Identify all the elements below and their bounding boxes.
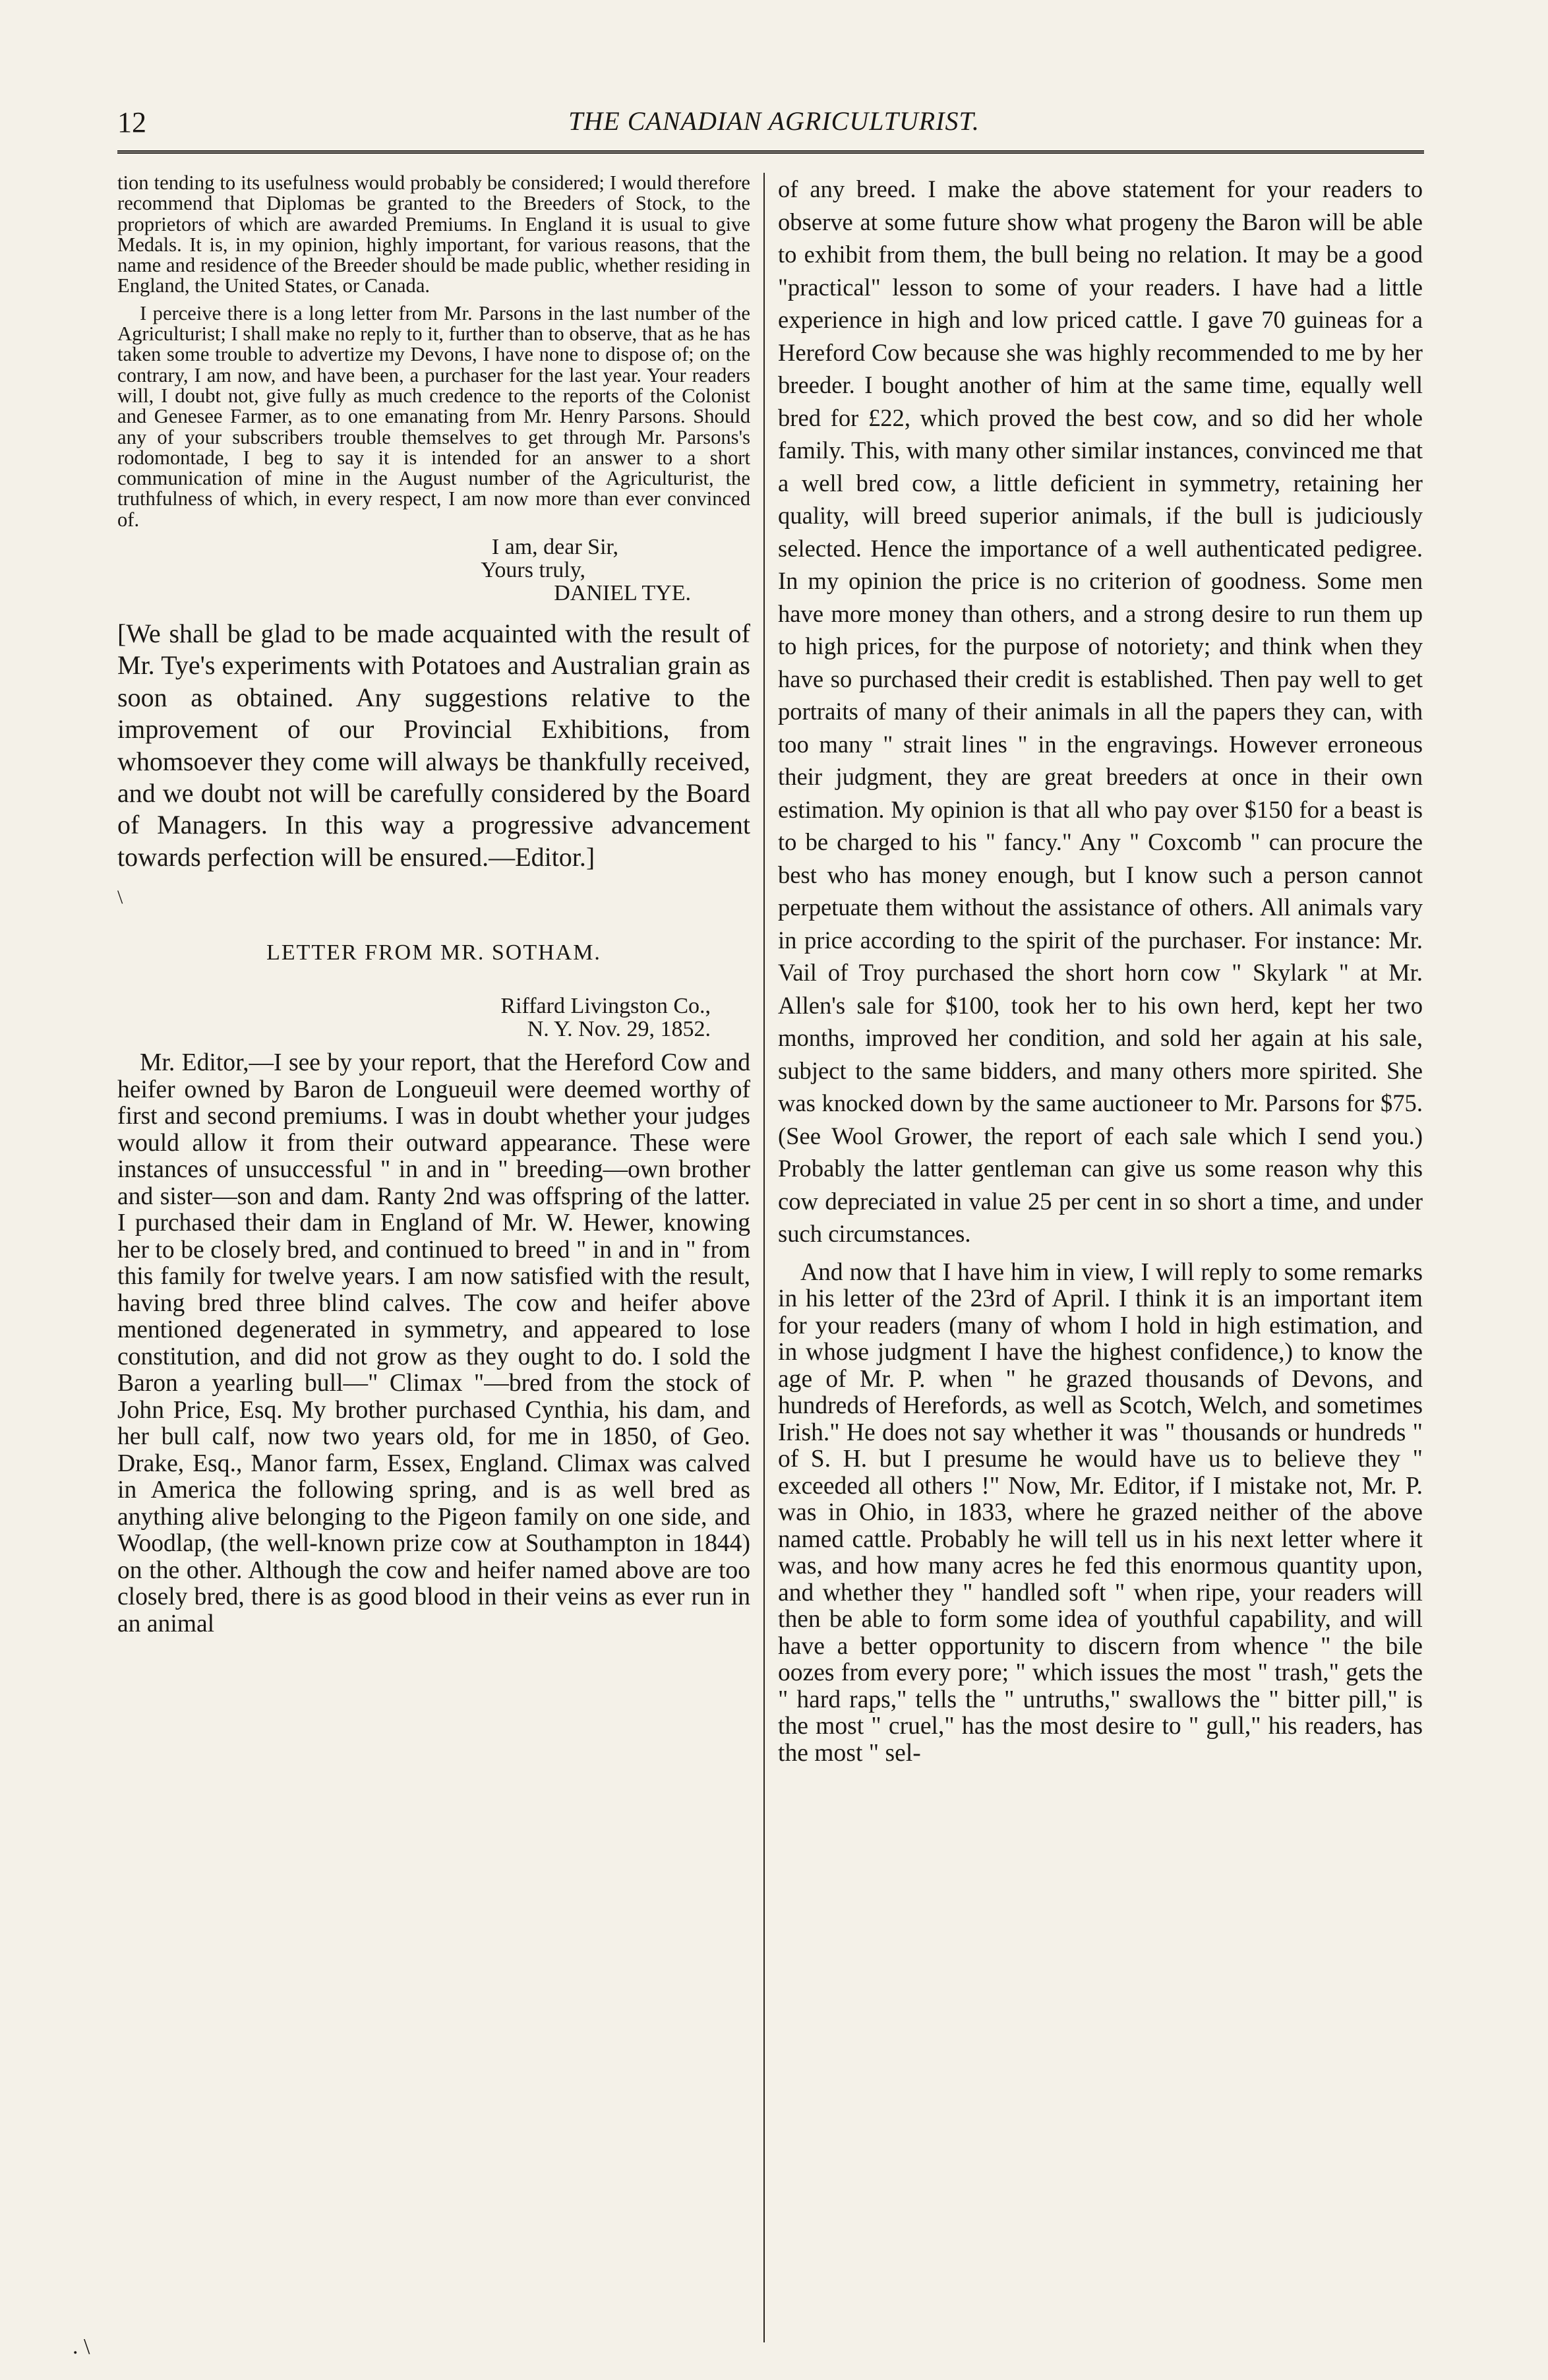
closing-line-2: Yours truly,	[481, 558, 585, 583]
right-column	[778, 173, 1423, 1767]
dateline-line-1: Riffard Livingston Co.,	[500, 994, 711, 1019]
editor-note: [We shall be glad to be made acquainted with the result of Mr. Tye's experiments with Potatoes and Australian grain as soon as obtained. Any suggestions relative to the improvement of our Provincial Exhibitions, from whomsoever they come will always be thankfully received, and we doubt not will be carefully considered by the Board of Managers. In this way a progressive advancement towards perfection will be ensured.—Editor.]	[117, 619, 750, 872]
closing-line-1: I am, dear Sir,	[491, 535, 618, 560]
footer-mark: . \	[73, 2334, 90, 2359]
page-number: 12	[117, 106, 146, 138]
dateline-line-2: N. Y. Nov. 29, 1852.	[527, 1017, 711, 1042]
signature: DANIEL TYE.	[554, 581, 691, 606]
letter-heading: LETTER FROM MR. SOTHAM.	[266, 940, 601, 965]
page-header	[0, 0, 1548, 165]
left-paragraph-2: I perceive there is a long letter from Mr. Parsons in the last number of the Agriculturist; I shall make no reply to it, further than to observe, that as he has taken some trouble to advertize my Devons, I have none to dispose of; on the contrary, I am now, and have been, a purchaser for the last year. Your readers will, I doubt not, give fully as much credence to the reports of the Colonist and Genesee Farmer, as to one emanating from Mr. Henry Parsons. Should any of your subscribers trouble themselves to get through Mr. Parsons's rodomontade, I beg to say it is intended for an answer to a short communication of mine in the August number of the Agriculturist, the truthfulness of which, in every respect, I am now more than ever convinced of.	[117, 301, 750, 531]
stray-mark: \	[117, 886, 123, 909]
left-paragraph-1: tion tending to its usefulness would probably be considered; I would therefore recommend that Diplomas be granted to the Breeders of Stock, to the proprietors of which are awarded Premiums. In England it is usual to give Medals. It is, in my opinion, highly important, for various reasons, that the name and residence of the Breeder should be made public, whether residing in England, the United States, or Canada.	[117, 171, 750, 297]
left-paragraph-3: Mr. Editor,—I see by your report, that the Hereford Cow and heifer owned by Baron de Longueuil were deemed worthy of first and second premiums. I was in doubt whether your judges would allow it from their outward appearance. These were instances of unsuccessful " in and in " breeding—own brother and sister—son and dam. Ranty 2nd was offspring of the latter. I purchased their dam in England of Mr. W. Hewer, knowing her to be closely bred, and continued to breed " in and in " from this family for twelve years. I am now satisfied with the result, having bred three blind calves. The cow and heifer above mentioned degenerated in symmetry, and appeared to lose constitution, and did not grow as they ought to do. I sold the Baron a yearling bull—" Climax "—bred from the stock of John Price, Esq. My brother purchased Cynthia, his dam, and her bull calf, now two years old, for me in 1850, of Geo. Drake, Esq., Manor farm, Essex, England. Climax was calved in America the following spring, and is as well bred as anything alive belonging to the Pigeon family on one side, and Woodlap, (the well-known prize cow at Southampton in 1844) on the other. Although the cow and heifer named above are too closely bred, there is as good blood in their veins as ever run in an animal	[117, 1049, 750, 1637]
running-title: THE CANADIAN AGRICULTURIST.	[568, 106, 980, 136]
right-paragraph-1: of any breed. I make the above statement for your readers to observe at some future show what progeny the Baron will be able to exhibit from them, the bull being no relation. It may be a good "practical" lesson to some of your readers. I have had a little experience in high and low priced cattle. I gave 70 guineas for a Hereford Cow because she was highly recommended to me by her breeder. I bought another of him at the same time, equally well bred for £22, which proved the best cow, and so did her whole family. This, with many other similar instances, convinced me that a well bred cow, a little deficient in symmetry, retaining her quality, will breed superior animals, if the bull is judiciously selected. Hence the importance of a well authenticated pedigree. In my opinion the price is no criterion of goodness. Some men have more money than others, and a strong desire to run them up to high prices, for the purpose of notoriety; and think when they have so purchased their credit is established. Then pay well to get portraits of many of their animals in all the papers they can, with too many " strait lines " in the engravings. However erroneous their judgment, they are great breeders at once in their own estimation. My opinion is that all who pay over $150 for a beast is to be charged to his " fancy." Any " Coxcomb " can procure the best who has money enough, but I know such a person cannot perpetuate them without the assistance of others. All animals vary in price according to the spirit of the purchaser. For instance: Mr. Vail of Troy purchased the short horn cow " Skylark " at Mr. Allen's sale for $100, took her to his own herd, kept her two months, improved her condition, and sold her again at his sale, subject to the same bidders, and many others more spirited. She was knocked down by the same auctioneer to Mr. Parsons for $75. (See Wool Grower, the report of each sale which I send you.) Probably the latter gentleman can give us some reason why this cow depreciated in value 25 per cent in so short a time, and under such circumstances.	[778, 175, 1423, 1247]
left-column	[117, 173, 750, 1637]
header-rule	[117, 150, 1424, 154]
right-paragraph-2: And now that I have him in view, I will reply to some remarks in his letter of the 23rd of April. I think it is an important item for your readers (many of whom I hold in high estimation, and in whose judgment I have the highest confidence,) to know the age of Mr. P. when " he grazed thousands of Devons, and hundreds of Herefords, as well as Scotch, Welch, and sometimes Irish." He does not say whether it was " thousands or hundreds " of S. H. but I presume he would have us to believe they " exceeded all others !" Now, Mr. Editor, if I mistake not, Mr. P. was in Ohio, in 1833, where he grazed neither of the above named cattle. Probably he will tell us in his next letter where it was, and how many acres he fed this enormous quantity upon, and whether they " handled soft " when ripe, your readers will then be able to form some idea of youthful capability, and will have a better opportunity to discern from whence " the bile oozes from every pore; " which issues the most " trash," gets the " hard raps," tells the " untruths," swallows the " bitter pill," is the most " cruel," has the most desire to " gull," his readers, has the most " sel-	[778, 1258, 1423, 1767]
column-divider	[763, 173, 765, 2342]
